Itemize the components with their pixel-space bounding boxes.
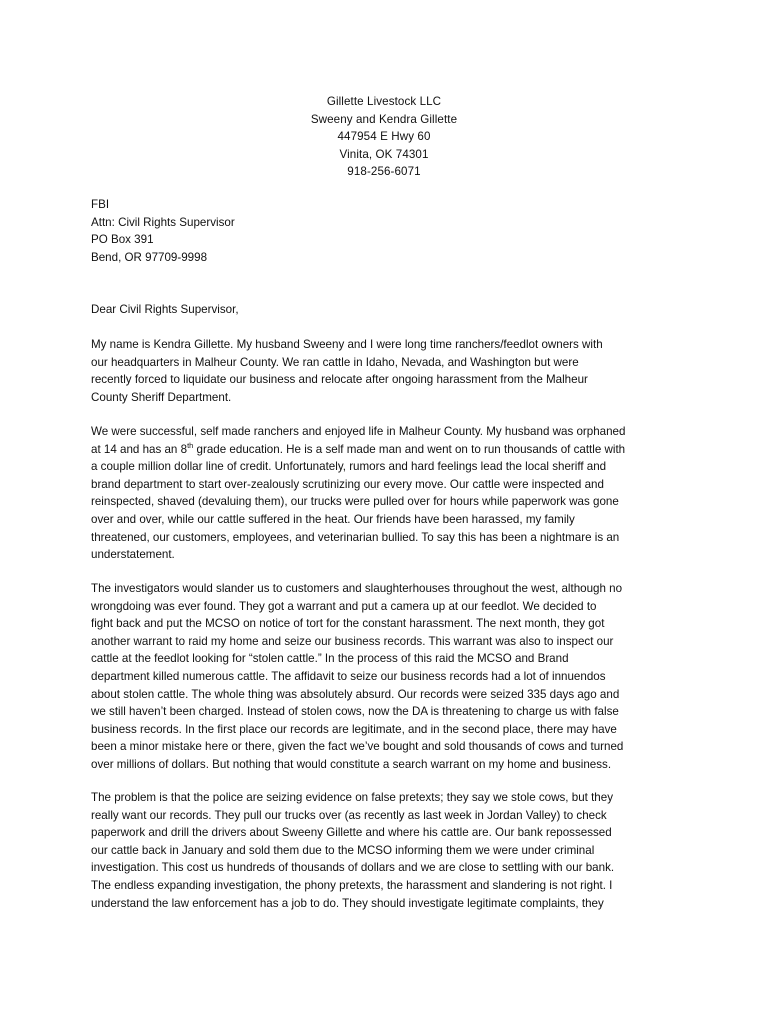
ordinal-superscript: th xyxy=(187,440,194,450)
text-line: County Sheriff Department. xyxy=(91,390,232,404)
city-state-zip: Vinita, OK 74301 xyxy=(339,147,429,161)
text-line: about stolen cattle. The whole thing was absolutely absurd. Our records were seized 335 days ago and xyxy=(91,687,620,701)
text-line: business records. In the first place our records are legitimate, and in the second place, there may have xyxy=(91,722,617,736)
paragraph-1 xyxy=(91,336,711,406)
addressee-po-box: PO Box 391 xyxy=(91,233,154,247)
text-line: been a minor mistake here or there, given the fact we’ve bought and sold thousands of cows and turned xyxy=(91,740,624,754)
addressee-block xyxy=(91,196,235,266)
text-line: fight back and put the MCSO on notice of tort for the constant harassment. The next month, they got xyxy=(91,617,605,631)
text-line: threatened, our customers, employees, and veterinarian bullied. To say this has been a nightmare is an xyxy=(91,530,620,544)
text-line: really want our records. They pull our trucks over (as recently as last week in Jordan Valley) to check xyxy=(91,808,607,822)
text-line: The endless expanding investigation, the phony pretexts, the harassment and slandering is not right. I xyxy=(91,878,613,892)
text-line: over and over, while our cattle suffered in the heat. Our friends have been harassed, my family xyxy=(91,512,575,526)
owner-names: Sweeny and Kendra Gillette xyxy=(310,112,458,126)
salutation: Dear Civil Rights Supervisor, xyxy=(91,303,239,316)
text-line: department killed numerous cattle. The affidavit to seize our business records had a lot of innuendos xyxy=(91,669,606,683)
text-line: understand the law enforcement has a job to do. They should investigate legitimate complaints, they xyxy=(91,896,604,910)
text-line: over millions of dollars. But nothing that would constitute a search warrant on my home and business. xyxy=(91,757,612,771)
addressee-attn: Attn: Civil Rights Supervisor xyxy=(91,215,235,229)
text-line: paperwork and drill the drivers about Sweeny Gillette and where his cattle are. Our bank repossessed xyxy=(91,826,612,840)
letterhead xyxy=(0,93,768,181)
text-line: The problem is that the police are seizing evidence on false pretexts; they say we stole cows, but they xyxy=(91,791,613,804)
text-line: My name is Kendra Gillette. My husband Sweeny and I were long time ranchers/feedlot owners with xyxy=(91,338,603,351)
phone-number: 918-256-6071 xyxy=(347,165,421,179)
paragraph-4 xyxy=(91,789,711,912)
addressee-org: FBI xyxy=(91,198,110,211)
text-line: we still haven’t been charged. Instead of stolen cows, now the DA is threatening to charge us with false xyxy=(91,705,619,719)
text-segment: grade education. He is a self made man and went on to run thousands of cattle with xyxy=(193,442,626,456)
text-line: reinspected, shaved (devaluing them), our trucks were pulled over for hours while paperwork was gone xyxy=(91,495,619,509)
text-line: a couple million dollar line of credit. Unfortunately, rumors and hard feelings lead the local sheriff and xyxy=(91,460,607,474)
company-name: Gillette Livestock LLC xyxy=(326,95,442,108)
text-line: understatement. xyxy=(91,548,175,562)
text-line: our headquarters in Malheur County. We ran cattle in Idaho, Nevada, and Washington but were xyxy=(91,355,579,369)
text-line: brand department to start over-zealously scrutinizing our every move. Our cattle were inspected and xyxy=(91,477,604,491)
paragraph-3 xyxy=(91,580,711,774)
text-line: We were successful, self made ranchers and enjoyed life in Malheur County. My husband was orphaned xyxy=(91,425,626,438)
text-line: cattle at the feedlot looking for “stolen cattle.” In the process of this raid the MCSO and Brand xyxy=(91,652,569,666)
addressee-city-state-zip: Bend, OR 97709-9998 xyxy=(91,250,208,264)
text-line: another warrant to raid my home and seize our business records. This warrant was also to inspect our xyxy=(91,634,614,648)
text-line: our cattle back in January and sold them due to the MCSO informing them we were under criminal xyxy=(91,843,595,857)
text-segment: at 14 and has an 8 xyxy=(91,442,188,456)
street-address: 447954 E Hwy 60 xyxy=(337,130,431,144)
text-line: The investigators would slander us to customers and slaughterhouses throughout the west, although no xyxy=(91,582,623,595)
paragraph-2 xyxy=(91,423,711,564)
text-line: wrongdoing was ever found. They got a warrant and put a camera up at our feedlot. We decided to xyxy=(91,599,597,613)
text-line: investigation. This cost us hundreds of thousands of dollars and we are close to settling with our bank. xyxy=(91,861,615,875)
text-line: recently forced to liquidate our business and relocate after ongoing harassment from the Malheur xyxy=(91,373,588,387)
text-line-with-superscript xyxy=(91,441,711,459)
